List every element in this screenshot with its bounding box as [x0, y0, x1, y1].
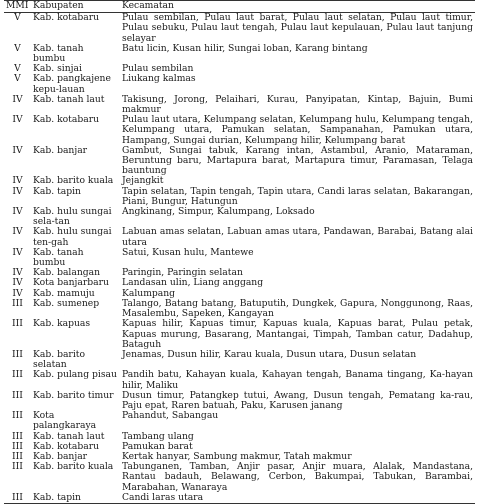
- mmi-cell: V: [14, 12, 21, 24]
- table-row: [4, 44, 475, 64]
- kecamatan-cell: Pahandut, Sabangau: [122, 410, 219, 422]
- kabupaten-cell: Kab. kotabaru: [33, 12, 99, 24]
- document-page: [4, 0, 475, 504]
- kabupaten-cell: Kab. mamuju: [33, 287, 95, 299]
- mmi-cell: IV: [12, 287, 23, 299]
- kecamatan-cell: Landasan ulin, Liang anggang: [122, 277, 264, 289]
- mmi-cell: IV: [12, 277, 23, 289]
- mmi-cell: IV: [12, 246, 23, 258]
- kabupaten-cell: Kab. tanah bumbu: [33, 42, 84, 65]
- kabupaten-cell: Kota palangkaraya: [33, 410, 97, 432]
- kabupaten-cell: Kab. balangan: [33, 267, 101, 279]
- kabupaten-cell: Kab. banjar: [33, 450, 88, 462]
- kecamatan-cell: Gambut, Sungai tabuk, Karang intan, Astambul, Aranio, Mataraman, Beruntung baru, Martapura barat, Martapura timur, Paramasan, Telaga bauntung: [122, 144, 473, 177]
- kabupaten-cell: Kab. tanah laut: [33, 93, 105, 105]
- table-row: [4, 146, 475, 177]
- kecamatan-cell: Jenamas, Dusun hilir, Karau kuala, Dusun utara, Dusun selatan: [122, 348, 417, 360]
- header-mmi: MMI: [4, 1, 31, 13]
- mmi-cell: III: [12, 410, 23, 422]
- table-row: [4, 370, 475, 390]
- mmi-cell: III: [12, 450, 23, 462]
- kabupaten-cell: Kab. tapin: [33, 185, 81, 197]
- kabupaten-cell: Kab. pulang pisau: [33, 369, 117, 381]
- mmi-cell: III: [12, 430, 23, 442]
- kecamatan-cell: Paringin, Paringin selatan: [122, 267, 243, 279]
- kecamatan-cell: Pandih batu, Kahayan kuala, Kahayan tengah, Banama tingang, Ka-hayan hilir, Maliku: [122, 369, 473, 391]
- intensity-table: [4, 0, 475, 504]
- kabupaten-cell: Kab. kotabaru: [33, 440, 99, 452]
- kecamatan-cell: Satui, Kusan hulu, Mantewe: [122, 246, 254, 258]
- mmi-cell: III: [12, 297, 23, 309]
- table-row: [4, 74, 475, 94]
- kabupaten-cell: Kab. barito kuala: [33, 461, 114, 473]
- kecamatan-cell: Pulau sembilan, Pulau laut barat, Pulau laut selatan, Pulau laut timur, Pulau sebuku, Pulau laut tengah, Pulau laut kepulauan, Pulau laut tanjung selayar: [122, 12, 473, 44]
- kecamatan-cell: Talango, Batang batang, Batuputih, Dungkek, Gapura, Nonggunong, Raas, Masalembu, Sapeken, Kangayan: [122, 297, 473, 320]
- kabupaten-cell: Kab. tanah laut: [33, 430, 105, 442]
- kabupaten-cell: Kab. kapuas: [33, 318, 91, 330]
- table-row: [4, 227, 475, 247]
- mmi-cell: III: [4, 493, 31, 504]
- table-row: [4, 299, 475, 319]
- kecamatan-cell: Tapin selatan, Tapin tengah, Tapin utara, Candi laras selatan, Bakarangan, Piani, Bungur, Hatungun: [122, 185, 473, 207]
- table-row: [4, 493, 475, 504]
- kabupaten-cell: Kota banjarbaru: [33, 277, 109, 289]
- table-header-row: [4, 1, 475, 13]
- table-row: [4, 319, 475, 350]
- mmi-cell: IV: [12, 93, 23, 105]
- table-row: [4, 207, 475, 227]
- kabupaten-cell: Kab. sinjai: [33, 63, 82, 75]
- mmi-cell: III: [12, 440, 23, 452]
- kecamatan-cell: Labuan amas selatan, Labuan amas utara, Pandawan, Barabai, Batang alai utara: [122, 226, 473, 248]
- kecamatan-cell: Kalumpang: [122, 287, 176, 299]
- kecamatan-cell: Pamukan barat: [122, 440, 193, 452]
- kecamatan-cell: Pulau laut utara, Kelumpang selatan, Kelumpang hulu, Kelumpang tengah, Kelumpang utara, Pamukan selatan, Sampanahan, Pamukan utara, Hampang, Sungai durian, Kelumpang hilir, Kelumpang barat: [122, 114, 473, 146]
- mmi-cell: V: [14, 42, 21, 54]
- kabupaten-cell: Kab. hulu sungai sela-tan: [33, 206, 112, 228]
- table-row: [4, 350, 475, 370]
- kecamatan-cell: Kapuas hilir, Kapuas timur, Kapuas kuala, Kapuas barat, Pulau petak, Kapuas murung, Basarang, Mantangai, Timpah, Tamban catur, Dadahup, Bataguh: [122, 318, 473, 350]
- kecamatan-cell: Pulau sembilan: [122, 63, 194, 75]
- kabupaten-cell: Kab. kotabaru: [33, 114, 99, 126]
- mmi-cell: III: [12, 318, 23, 330]
- kabupaten-cell: Kab. tapin: [31, 493, 120, 504]
- mmi-cell: IV: [12, 185, 23, 197]
- kecamatan-cell: Jejangkit: [122, 175, 164, 187]
- mmi-cell: V: [14, 73, 21, 85]
- table-row: [4, 411, 475, 431]
- mmi-cell: IV: [12, 267, 23, 279]
- mmi-cell: IV: [12, 175, 23, 187]
- header-kabupaten: Kabupaten: [31, 1, 120, 13]
- table-row: [4, 95, 475, 115]
- kecamatan-cell: Tabunganen, Tamban, Anjir pasar, Anjir muara, Alalak, Mandastana, Rantau badauh, Belawang, Cerbon, Bakumpai, Tabukan, Barambai, Marabahan, Wanaraya: [122, 461, 473, 493]
- mmi-cell: IV: [12, 206, 23, 218]
- mmi-cell: III: [12, 461, 23, 473]
- kabupaten-cell: Kab. tanah bumbu: [33, 246, 84, 269]
- mmi-cell: IV: [12, 144, 23, 156]
- mmi-cell: III: [12, 348, 23, 360]
- table-row: [4, 248, 475, 268]
- kecamatan-cell: Angkinang, Simpur, Kalumpang, Loksado: [122, 206, 315, 218]
- kecamatan-cell: Dusun timur, Patangkep tutui, Awang, Dusun tengah, Pematang ka-rau, Paju epat, Raren batuah, Paku, Karusen janang: [122, 389, 473, 411]
- kecamatan-cell: Batu licin, Kusan hilir, Sungai loban, Karang bintang: [122, 42, 368, 54]
- mmi-cell: IV: [12, 114, 23, 126]
- table-body: [4, 13, 475, 504]
- mmi-cell: III: [12, 369, 23, 381]
- kabupaten-cell: Kab. sumenep: [33, 297, 100, 309]
- kabupaten-cell: Kab. pangkajene kepu-lauan: [33, 73, 111, 95]
- kecamatan-cell: Takisung, Jorong, Pelaihari, Kurau, Panyipatan, Kintap, Bajuin, Bumi makmur: [122, 93, 473, 116]
- table-row: [4, 391, 475, 411]
- kabupaten-cell: Kab. banjar: [33, 144, 88, 156]
- table-row: [4, 13, 475, 44]
- kabupaten-cell: Kab. barito kuala: [33, 175, 114, 187]
- kabupaten-cell: Kab. hulu sungai ten-gah: [33, 226, 112, 248]
- mmi-cell: III: [12, 389, 23, 401]
- kabupaten-cell: Kab. barito timur: [33, 389, 114, 401]
- kecamatan-cell: Liukang kalmas: [122, 73, 196, 85]
- table-row: [4, 462, 475, 493]
- mmi-cell: IV: [12, 226, 23, 238]
- table-row: [4, 115, 475, 146]
- table-row: [4, 187, 475, 207]
- kecamatan-cell: Kertak hanyar, Sambung makmur, Tatah makmur: [122, 450, 352, 462]
- kecamatan-cell: Tambang ulang: [122, 430, 194, 442]
- kecamatan-cell: Candi laras utara: [120, 493, 475, 504]
- header-kecamatan: Kecamatan: [120, 1, 475, 13]
- mmi-cell: V: [14, 63, 21, 75]
- kabupaten-cell: Kab. barito selatan: [33, 348, 85, 371]
